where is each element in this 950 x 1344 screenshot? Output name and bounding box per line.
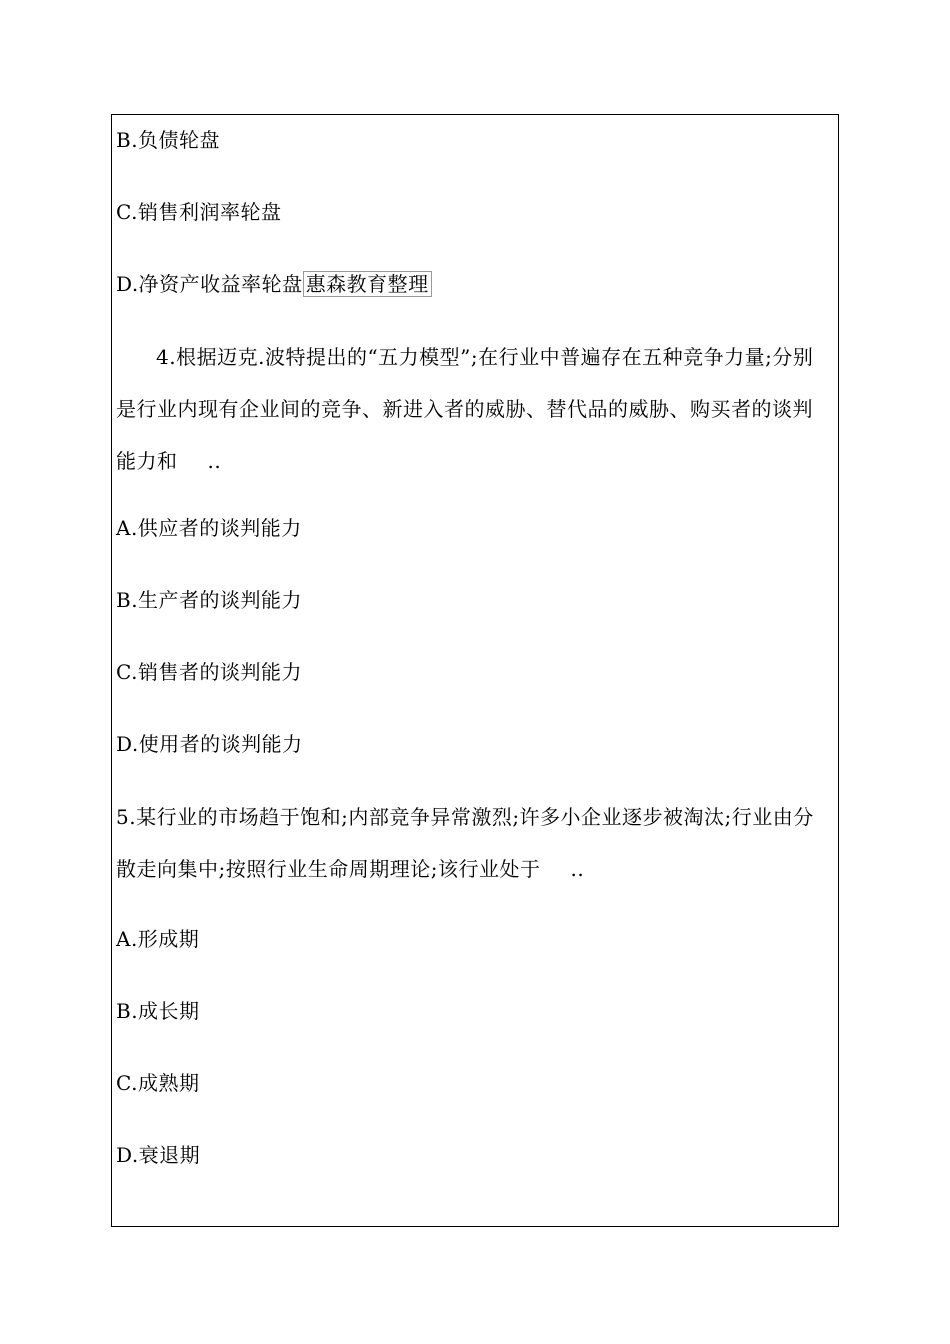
q4-option-d: D.使用者的谈判能力: [116, 732, 303, 756]
q5-option-d: D.衰退期: [116, 1143, 201, 1167]
q5-option-a: A.形成期: [116, 927, 200, 951]
q4-stem: [116, 331, 828, 487]
q5-stem: [116, 791, 828, 895]
q3-option-d: D.净资产收益率轮盘: [116, 272, 303, 296]
q5-tail: ..: [570, 857, 585, 881]
q4-option-b: B.生产者的谈判能力: [116, 588, 303, 612]
q5-option-c: C.成熟期: [116, 1071, 200, 1095]
source-note: 惠森教育整理: [303, 271, 432, 297]
q5-option-b: B.成长期: [116, 999, 200, 1023]
q3-option-d-row: [116, 272, 432, 296]
q4-number: 4.: [156, 345, 177, 369]
q3-option-c: C.销售利润率轮盘: [116, 200, 282, 224]
q5-text: 5.某行业的市场趋于饱和;内部竞争异常激烈;许多小企业逐步被淘汰;行业由分散走向集中;按照行业生命周期理论;该行业处于: [116, 805, 814, 881]
q4-option-c: C.销售者的谈判能力: [116, 660, 302, 684]
q4-text: 根据迈克.波特提出的“五力模型”;在行业中普遍存在五种竞争力量;分别是行业内现有企业间的竞争、新进入者的威胁、替代品的威胁、购买者的谈判能力和: [116, 345, 814, 473]
q3-option-b: B.负债轮盘: [116, 128, 221, 152]
q4-tail: ..: [207, 449, 222, 473]
q4-option-a: A.供应者的谈判能力: [116, 516, 302, 540]
